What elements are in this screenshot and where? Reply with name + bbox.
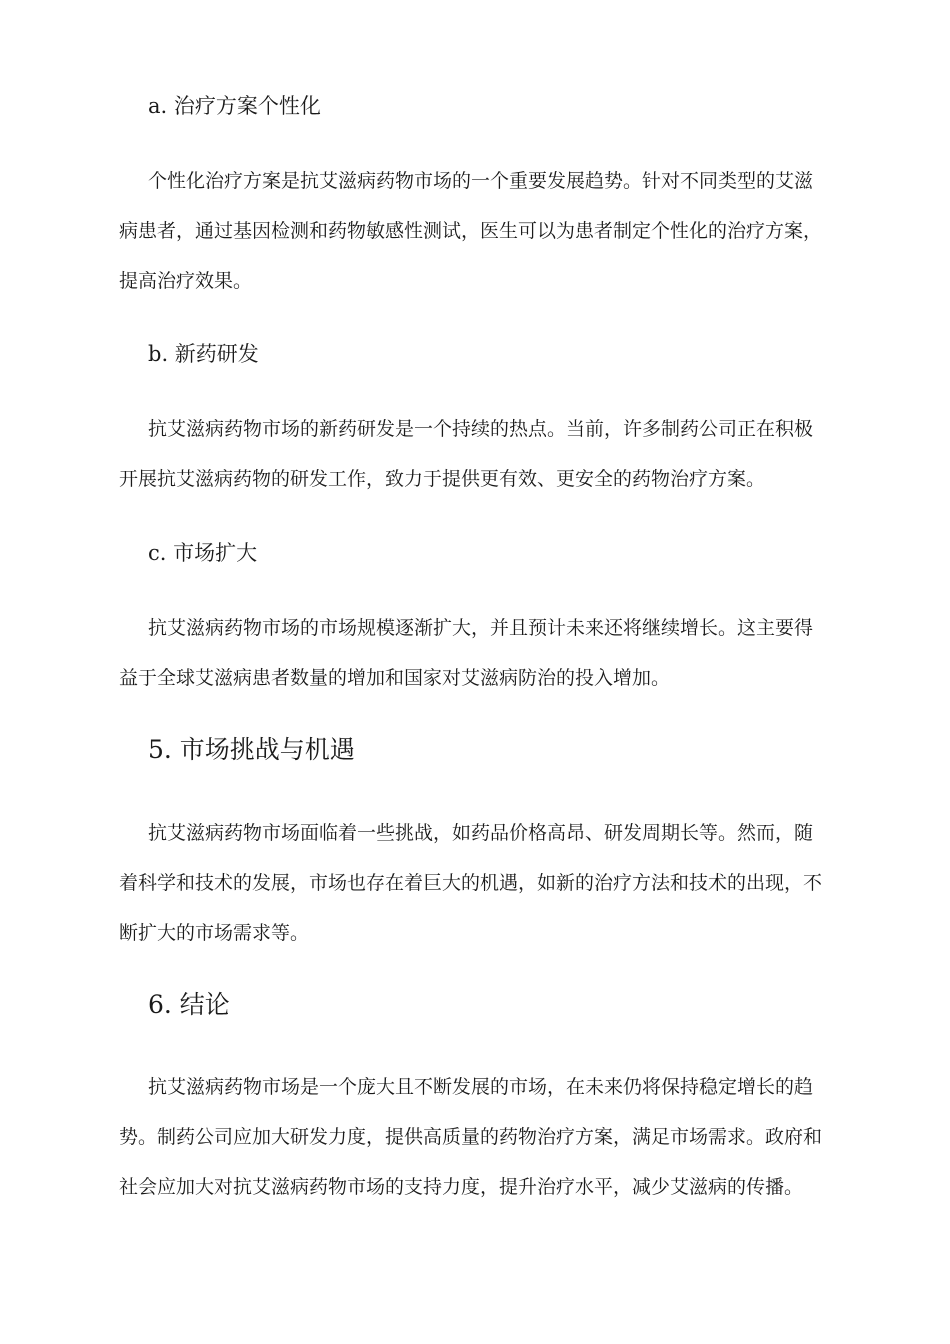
paragraph-line: 势。制药公司应加大研发力度，提供高质量的药物治疗方案，满足市场需求。政府和 <box>119 1126 823 1148</box>
paragraph-line: 益于全球艾滋病患者数量的增加和国家对艾滋病防治的投入增加。 <box>119 667 671 689</box>
paragraph-line: 抗艾滋病药物市场是一个庞大且不断发展的市场，在未来仍将保持稳定增长的趋 <box>148 1076 814 1098</box>
paragraph-line: 个性化治疗方案是抗艾滋病药物市场的一个重要发展趋势。针对不同类型的艾滋 <box>148 170 814 192</box>
paragraph-line: 抗艾滋病药物市场的市场规模逐渐扩大，并且预计未来还将继续增长。这主要得 <box>148 617 814 639</box>
paragraph-line: 开展抗艾滋病药物的研发工作，致力于提供更有效、更安全的药物治疗方案。 <box>119 468 766 490</box>
paragraph-line: 着科学和技术的发展，市场也存在着巨大的机遇，如新的治疗方法和技术的出现，不 <box>119 872 823 894</box>
subheading-b: b. 新药研发 <box>148 342 259 366</box>
paragraph-line: 抗艾滋病药物市场的新药研发是一个持续的热点。当前，许多制药公司正在积极 <box>148 418 814 440</box>
paragraph-line: 抗艾滋病药物市场面临着一些挑战，如药品价格高昂、研发周期长等。然而，随 <box>148 822 814 844</box>
subheading-c: c. 市场扩大 <box>148 541 258 565</box>
subheading-a: a. 治疗方案个性化 <box>148 94 321 118</box>
section-heading-6: 6. 结论 <box>148 990 230 1019</box>
paragraph-line: 病患者，通过基因检测和药物敏感性测试，医生可以为患者制定个性化的治疗方案， <box>119 220 823 242</box>
section-heading-5: 5. 市场挑战与机遇 <box>148 735 355 764</box>
paragraph-line: 断扩大的市场需求等。 <box>119 922 310 944</box>
paragraph-line: 社会应加大对抗艾滋病药物市场的支持力度，提升治疗水平，减少艾滋病的传播。 <box>119 1176 804 1198</box>
paragraph-line: 提高治疗效果。 <box>119 270 253 292</box>
